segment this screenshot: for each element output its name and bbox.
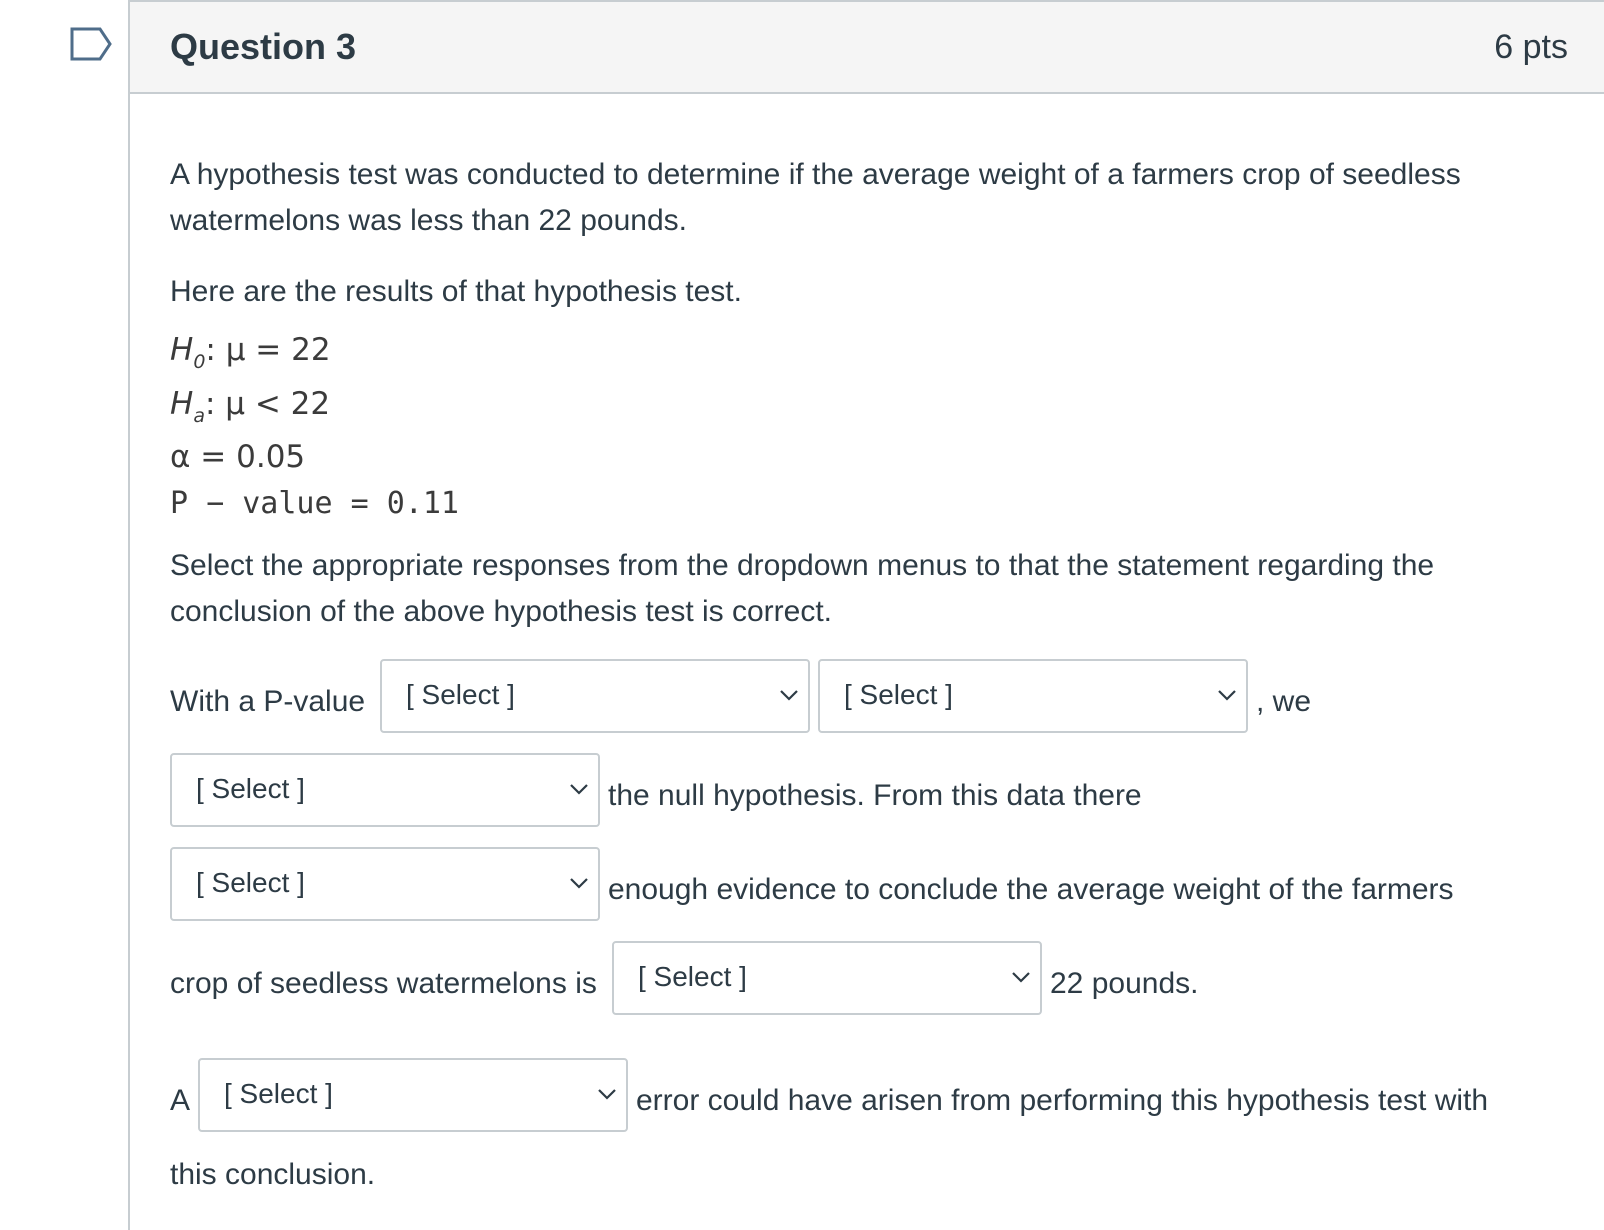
dropdown-label: [ Select ]: [224, 1078, 333, 1109]
evidence-dropdown[interactable]: [170, 847, 600, 921]
ha-subscript: a: [193, 405, 205, 427]
dropdown-label: [ Select ]: [638, 961, 747, 992]
chevron-down-icon: [778, 687, 800, 703]
chevron-down-icon: [596, 1086, 618, 1102]
dropdown-label: [ Select ]: [406, 679, 515, 710]
error-type-dropdown[interactable]: [198, 1058, 628, 1132]
reject-decision-dropdown[interactable]: [170, 753, 600, 827]
alpha-formula: α = 0.05: [170, 439, 306, 475]
ha-symbol: H: [170, 386, 194, 422]
flag-question-icon[interactable]: [70, 27, 112, 61]
a-text: A: [170, 1084, 191, 1117]
intro-line-2: watermelons was less than 22 pounds.: [170, 204, 687, 237]
h0-subscript: 0: [193, 351, 206, 373]
dropdown-label: [ Select ]: [844, 679, 953, 710]
question-points: 6 pts: [1494, 28, 1568, 66]
enough-evidence-text: enough evidence to conclude the average weight of the farmers: [608, 873, 1454, 906]
question-header: [130, 2, 1604, 94]
dropdown-label: [ Select ]: [196, 773, 305, 804]
results-intro: Here are the results of that hypothesis test.: [170, 275, 742, 308]
question-panel: [128, 0, 1604, 1230]
ha-rest: : μ < 22: [204, 386, 331, 422]
this-conclusion-text: this conclusion.: [170, 1158, 376, 1191]
chevron-down-icon: [1010, 969, 1032, 985]
chevron-down-icon: [568, 875, 590, 891]
error-could-text: error could have arisen from performing this hypothesis test with: [636, 1084, 1489, 1117]
pvalue-comparison-dropdown[interactable]: [380, 659, 810, 733]
chevron-down-icon: [1216, 687, 1238, 703]
h0-symbol: H: [170, 332, 194, 368]
intro-line-1: A hypothesis test was conducted to determine if the average weight of a farmers crop of seedless: [170, 158, 1461, 191]
crop-of-text: crop of seedless watermelons is: [170, 967, 597, 1000]
chevron-down-icon: [568, 781, 590, 797]
h0-rest: : μ = 22: [205, 332, 331, 368]
dropdown-label: [ Select ]: [196, 867, 305, 898]
instructions-line-2: conclusion of the above hypothesis test is correct.: [170, 595, 833, 628]
with-pvalue-text: With a P-value: [170, 685, 366, 718]
alpha-comparison-dropdown[interactable]: [818, 659, 1248, 733]
comparison-dropdown[interactable]: [612, 941, 1042, 1015]
pvalue-formula: P − value = 0.11: [170, 486, 459, 521]
null-hypothesis-formula: [170, 332, 331, 373]
we-text: , we: [1256, 685, 1312, 718]
question-title: Question 3: [170, 26, 357, 67]
instructions-line-1: Select the appropriate responses from the dropdown menus to that the statement regarding the: [170, 549, 1435, 582]
alternative-hypothesis-formula: [170, 386, 330, 427]
pounds-text: 22 pounds.: [1050, 967, 1199, 1000]
null-hypothesis-text: the null hypothesis. From this data there: [608, 779, 1142, 812]
